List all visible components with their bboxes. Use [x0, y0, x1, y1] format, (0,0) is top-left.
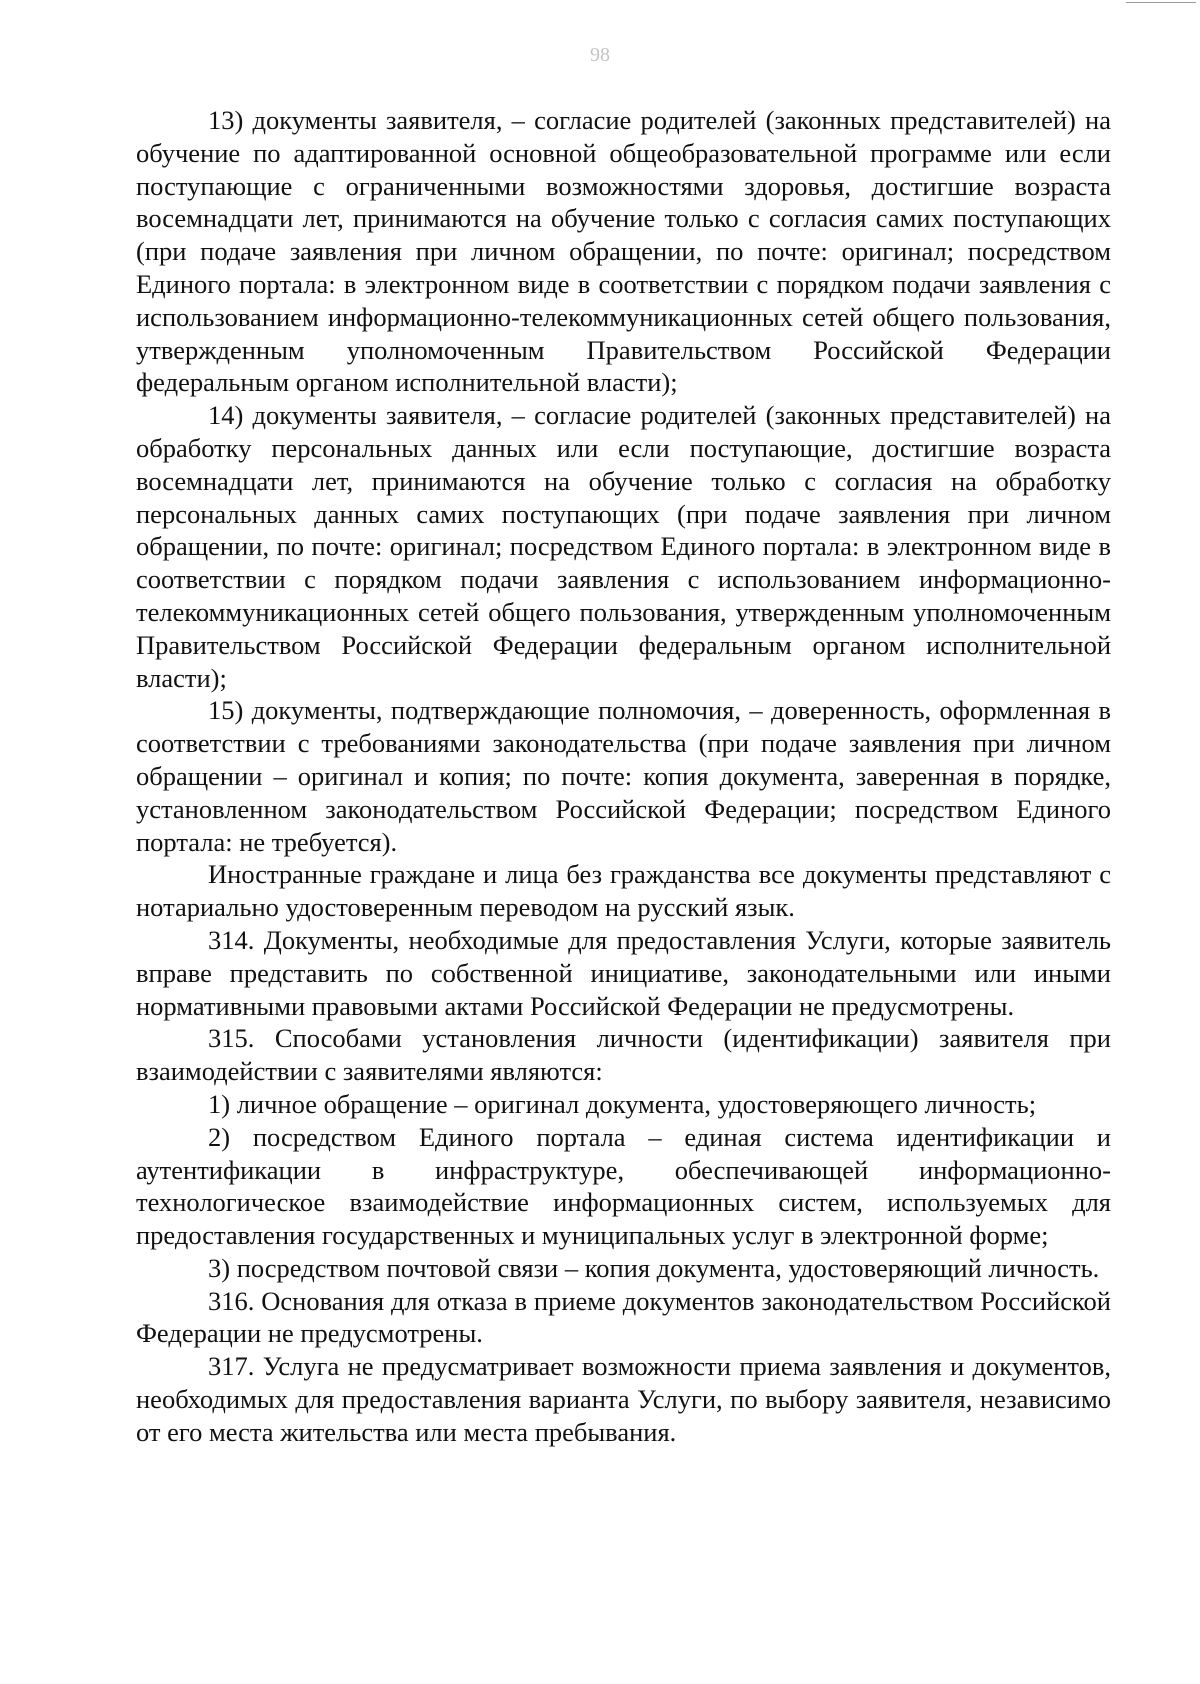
- paragraph-317: 317. Услуга не предусматривает возможности приема заявления и документов, необходимых для предоставления варианта Услуги, по выбору заявителя, независимо от его места жительства или места пребывания.: [136, 1351, 1111, 1447]
- paragraph-item-14: 14) документы заявителя, – согласие родителей (законных представителей) на обработку персональных данных или если поступающие, достигшие возраста восемнадцати лет, принимаются на обучение только с согласия на обработку персональных данных самих поступающих (при подаче заявления при личном обращении, по почте: оригинал; посредством Единого портала: в электронном виде в соответствии с порядком подачи заявления с использованием информационно-телекоммуникационных сетей общего пользования, утвержденным уполномоченным Правительством Российской Федерации федеральным органом исполнительной власти);: [136, 400, 1111, 693]
- paragraph-item-15: 15) документы, подтверждающие полномочия, – доверенность, оформленная в соответствии с требованиями законодательства (при подаче заявления при личном обращении – оригинал и копия; по почте: копия документа, заверенная в порядке, установленном законодательством Российской Федерации; посредством Единого портала: не требуется).: [136, 695, 1111, 857]
- paragraph-315-item-3: 3) посредством почтовой связи – копия документа, удостоверяющий личность.: [208, 1252, 1100, 1283]
- paragraph-314: 314. Документы, необходимые для предоставления Услуги, которые заявитель вправе представить по собственной инициативе, законодательными или иными нормативными правовыми актами Российской Федерации не предусмотрены.: [136, 924, 1111, 1021]
- paragraph-316: 316. Основания для отказа в приеме документов законодательством Российской Федерации не предусмотрены.: [136, 1285, 1111, 1349]
- paragraph-315-item-2: 2) посредством Единого портала – единая система идентификации и аутентификации в инфраструктуре, обеспечивающей информационно-технологическое взаимодействие информационных систем, используемых для предоставления государственных и муниципальных услуг в электронной форме;: [136, 1121, 1111, 1251]
- paragraph-foreign-citizens: Иностранные граждане и лица без гражданства все документы представляют с нотариально удостоверенным переводом на русский язык.: [136, 859, 1111, 923]
- paragraph-315: 315. Способами установления личности (идентификации) заявителя при взаимодействии с заявителями являются:: [136, 1023, 1111, 1087]
- document-body: [136, 104, 1111, 1449]
- scan-edge-mark: [1126, 2, 1196, 3]
- paragraph-315-item-1: 1) личное обращение – оригинал документа, удостоверяющего личность;: [208, 1088, 1037, 1119]
- page-number: 98: [590, 44, 610, 66]
- paragraph-item-13: 13) документы заявителя, – согласие родителей (законных представителей) на обучение по адаптированной основной общеобразовательной программе или если поступающие с ограниченными возможностями здоровья, достигшие возраста восемнадцати лет, принимаются на обучение только с согласия самих поступающих (при подаче заявления при личном обращении, по почте: оригинал; посредством Единого портала: в электронном виде в соответствии с порядком подачи заявления с использованием информационно-телекоммуникационных сетей общего пользования, утвержденным уполномоченным Правительством Российской Федерации федеральным органом исполнительной власти);: [136, 105, 1111, 398]
